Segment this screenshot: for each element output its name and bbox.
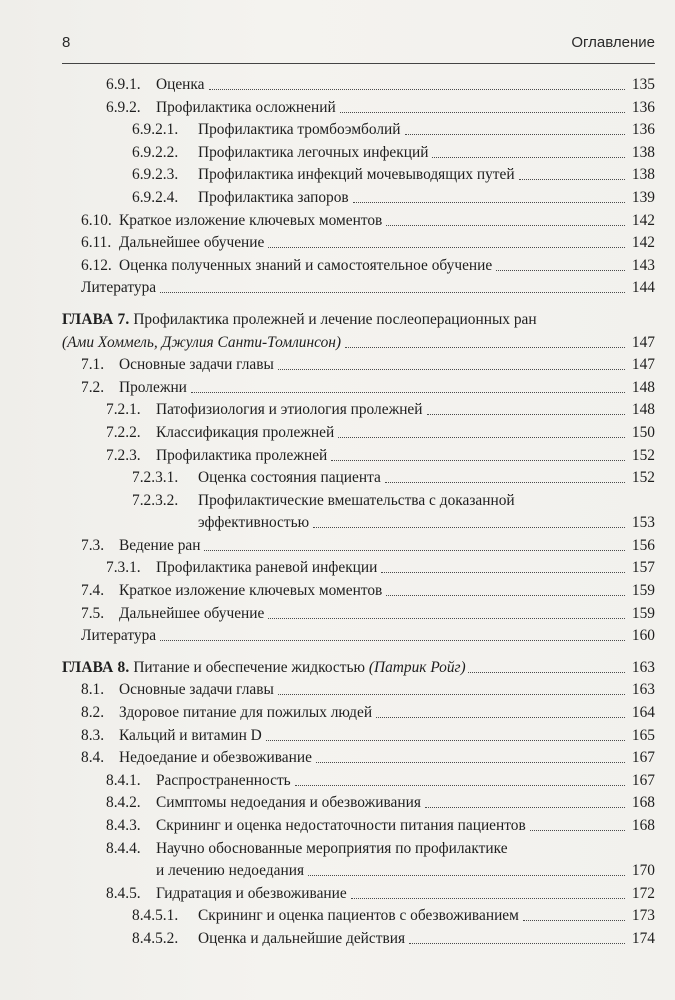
toc-entry-number: 7.4. [81,582,105,600]
toc-page-number: 174 [631,929,655,947]
toc-entry-title: Профилактика раневой инфекции [156,559,378,577]
toc-entry-title: Профилактика пролежней [156,446,328,464]
toc-entry[interactable] [62,792,655,815]
toc-entry[interactable] [62,702,655,725]
toc-entry-number: 7.3. [81,536,105,554]
toc-entry-number: 8.4.5.2. [132,929,179,947]
toc-entry-title: Основные задачи главы [119,356,274,374]
toc-entry-number: 8.4.1. [106,771,141,789]
toc-entry[interactable] [62,422,655,445]
toc-page-number: 167 [631,749,655,767]
dot-leader [468,668,625,673]
chapter-title: Питание и обеспечение жидкостью [133,658,365,676]
toc-page-number: 139 [631,188,655,206]
toc-page-number: 148 [631,378,655,396]
running-head [62,34,655,56]
toc-page-number: 168 [631,794,655,812]
dot-leader [160,288,625,293]
toc-page-number: 142 [631,234,655,252]
toc-entry-title: Оценка полученных знаний и самостоятельное обучение [119,256,493,274]
dot-leader [313,523,625,528]
dot-leader [432,153,625,158]
toc-page-number: 156 [631,536,655,554]
toc-page-number: 147 [631,356,655,374]
toc-page-number: 138 [631,166,655,184]
toc-entry-title: Здоровое питание для пожилых людей [119,704,373,722]
toc-entry[interactable] [62,580,655,603]
toc-entry[interactable] [62,164,655,187]
toc-page-number: 165 [631,726,655,744]
toc-entry-number: 6.10. [81,211,112,229]
toc-entry-title: Патофизиология и этиология пролежней [156,401,423,419]
toc-entry-title-line2: и лечению недоедания [156,862,305,880]
toc-page-number: 136 [631,98,655,116]
toc-entry-title: Литература [81,279,157,297]
toc-entry-title: Профилактика осложнений [156,98,336,116]
toc-entry[interactable] [62,838,655,883]
header-rule [62,63,655,64]
toc-entry-title: Профилактика легочных инфекций [198,143,429,161]
toc-entry-number: 7.2.1. [106,401,141,419]
toc-entry[interactable] [62,74,655,97]
toc-entry[interactable] [62,354,655,377]
toc-chapter-entry[interactable] [62,657,655,680]
toc-entry-number: 7.3.1. [106,559,141,577]
chapter-authors: (Ами Хоммель, Джулия Санти-Томлинсон) [62,333,342,351]
chapter-label: ГЛАВА 7. [62,310,130,328]
toc-entry-number: 8.4.2. [106,794,141,812]
toc-entry-title: Профилактика тромбоэмболий [198,121,401,139]
toc-entry-number: 6.9.2.1. [132,121,179,139]
dot-leader [496,266,625,271]
toc-entry-title: Гидратация и обезвоживание [156,884,347,902]
toc-entry-title: Кальций и витамин D [119,726,262,744]
dot-leader [381,568,625,573]
toc-entry-title: Профилактические вмешательства с доказанной [198,491,515,509]
toc-entry-number: 6.11. [81,234,112,252]
dot-leader [268,243,625,248]
toc-entry-title: Литература [81,627,157,645]
toc-entry[interactable] [62,255,655,278]
toc-entry[interactable] [62,557,655,580]
dot-leader [386,221,625,226]
toc-entry-number: 6.9.2. [106,98,141,116]
toc-entry-number: 7.5. [81,604,105,622]
toc-entry-number: 8.4.5. [106,884,141,902]
toc-entry-title: Оценка состояния пациента [198,469,381,487]
toc-entry-number: 6.9.2.4. [132,188,179,206]
toc-page-number: 160 [631,627,655,645]
toc-entry[interactable] [62,679,655,702]
toc-entry-title: Ведение ран [119,536,201,554]
toc-page-number: 143 [631,256,655,274]
toc-entry-number: 8.4.5.1. [132,907,179,925]
table-of-contents [62,74,655,951]
dot-leader [385,478,625,483]
toc-entry-title: Оценка [156,76,205,93]
toc-entry-title: Краткое изложение ключевых моментов [119,211,383,229]
dot-leader [204,546,625,551]
toc-entry[interactable] [62,187,655,210]
toc-entry-number: 8.1. [81,681,105,699]
toc-entry[interactable] [62,928,655,951]
toc-page-number: 142 [631,211,655,229]
toc-entry[interactable] [62,535,655,558]
toc-page-number: 147 [631,333,655,351]
toc-entry[interactable] [62,490,655,535]
toc-page-number: 163 [631,658,655,676]
toc-entry-number: 7.2.2. [106,423,141,441]
toc-entry-number: 7.2.3. [106,446,141,464]
toc-entry-title: Оценка и дальнейшие действия [198,929,406,947]
page-number: 8 [62,34,71,51]
dot-leader [425,803,625,808]
toc-entry-number: 6.9.2.3. [132,166,179,184]
toc-entry[interactable] [62,815,655,838]
toc-entry-number: 7.2.3.1. [132,469,179,487]
toc-entry[interactable] [62,883,655,906]
dot-leader [351,894,625,899]
dot-leader [530,826,625,831]
dot-leader [295,781,625,786]
toc-entry[interactable] [62,377,655,400]
dot-leader [405,130,625,135]
dot-leader [523,916,625,921]
chapter-heading-line2 [62,332,341,355]
dot-leader [308,871,625,876]
dot-leader [268,614,625,619]
toc-entry-number: 7.2.3.2. [132,491,179,509]
dot-leader [278,365,625,370]
toc-entry[interactable] [62,97,655,120]
toc-entry[interactable] [62,905,655,928]
toc-page-number: 172 [631,884,655,902]
toc-entry[interactable] [62,445,655,468]
dot-leader [331,456,625,461]
chapter-title: Профилактика пролежней и лечение послеоперационных ран [133,310,537,328]
toc-page-number: 159 [631,604,655,622]
toc-entry[interactable] [62,277,655,300]
toc-entry[interactable] [62,770,655,793]
toc-entry-title: Профилактика запоров [198,188,349,206]
toc-entry[interactable] [62,210,655,233]
toc-chapter-entry[interactable] [62,309,655,354]
toc-entry[interactable] [62,399,655,422]
toc-page-number: 150 [631,423,655,441]
toc-entry-title: Распространенность [156,771,291,789]
dot-leader [160,636,625,641]
toc-entry-number: 7.1. [81,356,105,374]
toc-entry-title: Классификация пролежней [156,423,335,441]
toc-entry-title: Дальнейшее обучение [119,234,265,252]
toc-page-number: 167 [631,771,655,789]
dot-leader [340,108,625,113]
toc-page-number: 159 [631,582,655,600]
toc-page-number: 138 [631,143,655,161]
toc-entry-number: 7.2. [81,378,105,396]
toc-entry[interactable] [62,747,655,770]
toc-page-number: 135 [631,76,655,93]
toc-page-number: 148 [631,401,655,419]
toc-entry-number: 8.3. [81,726,105,744]
toc-entry-title: Недоедание и обезвоживание [119,749,312,767]
toc-entry[interactable] [62,625,655,648]
toc-page-number: 144 [631,279,655,297]
toc-entry-title: Основные задачи главы [119,681,274,699]
toc-entry-number: 8.2. [81,704,105,722]
dot-leader [191,388,625,393]
toc-entry-title: Скрининг и оценка недостаточности питания пациентов [156,817,526,834]
toc-entry-number: 6.12. [81,256,112,274]
toc-page-number: 164 [631,704,655,722]
toc-entry-number: 6.9.2.2. [132,143,179,161]
toc-entry-title: Краткое изложение ключевых моментов [119,582,383,600]
toc-entry-title: Профилактика инфекций мочевыводящих путей [198,166,515,184]
chapter-heading [62,309,537,332]
toc-entry[interactable] [62,467,655,490]
toc-entry-title: Пролежни [119,378,187,396]
toc-entry-title: Симптомы недоедания и обезвоживания [156,794,421,812]
toc-page-number: 136 [631,121,655,139]
running-title: Оглавление [571,34,655,51]
chapter-spacer [62,648,655,657]
toc-page-number: 173 [631,907,655,925]
toc-entry-title-line2: эффективностью [198,514,310,532]
toc-entry-title: Скрининг и оценка пациентов с обезвоживанием [198,907,519,925]
toc-entry[interactable] [62,119,655,142]
toc-entry-number: 8.4.3. [106,817,141,834]
dot-leader [409,939,625,944]
toc-page-number: 152 [631,446,655,464]
dot-leader [338,433,625,438]
dot-leader [209,85,626,90]
toc-entry[interactable] [62,725,655,748]
toc-page-number: 157 [631,559,655,577]
toc-page-number: 170 [631,862,655,880]
toc-page-number: 152 [631,469,655,487]
toc-entry-number: 8.4. [81,749,105,767]
dot-leader [345,343,625,348]
toc-entry[interactable] [62,232,655,255]
dot-leader [353,198,625,203]
toc-entry-number: 8.4.4. [106,839,141,857]
chapter-heading [62,657,466,680]
dot-leader [427,410,625,415]
dot-leader [278,690,625,695]
dot-leader [519,175,625,180]
chapter-spacer [62,300,655,309]
toc-page-number: 153 [631,514,655,532]
dot-leader [266,736,625,741]
toc-page-number: 168 [631,817,655,834]
dot-leader [376,713,625,718]
toc-entry-title: Дальнейшее обучение [119,604,265,622]
toc-entry-title: Научно обоснованные мероприятия по профилактике [156,839,508,857]
toc-entry[interactable] [62,142,655,165]
toc-page-number: 163 [631,681,655,699]
toc-entry-number: 6.9.1. [106,76,141,93]
chapter-label: ГЛАВА 8. [62,658,130,676]
toc-entry[interactable] [62,603,655,626]
chapter-authors: (Патрик Ройг) [368,658,466,676]
dot-leader [316,758,625,763]
dot-leader [386,591,625,596]
